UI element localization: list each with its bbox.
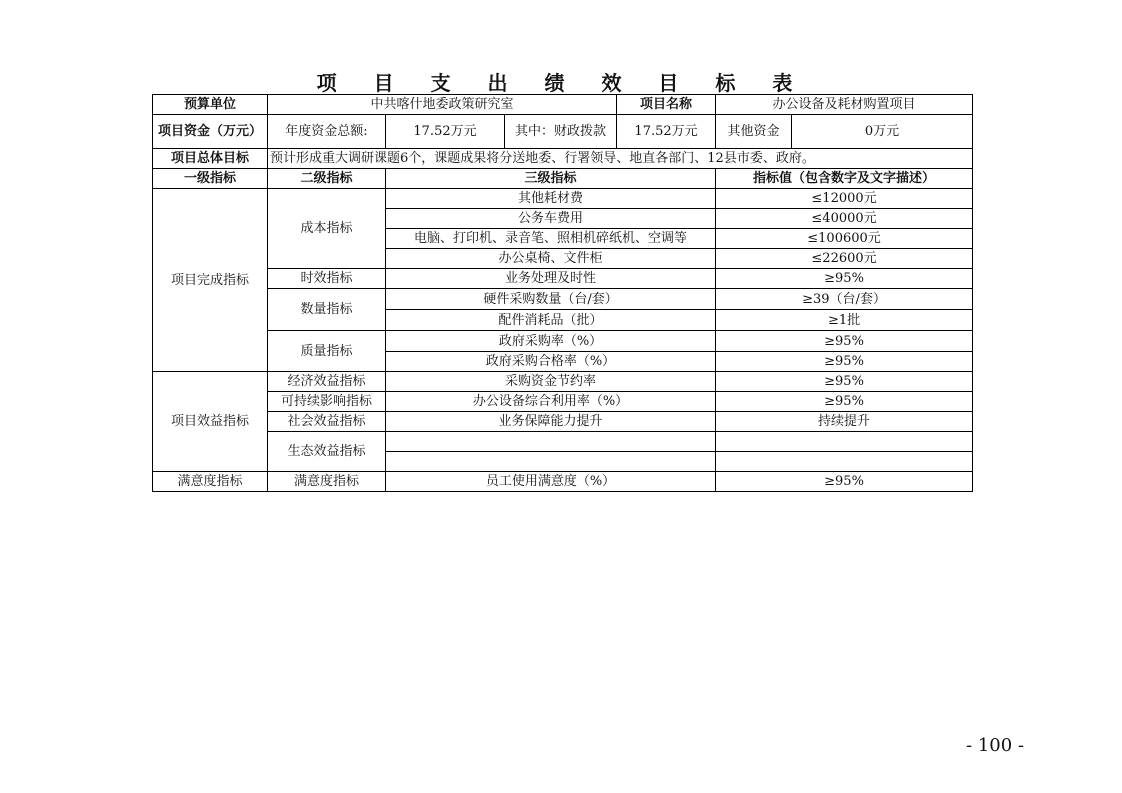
header-row-unit: [153, 95, 973, 115]
indicator-name: 业务处理及时性: [386, 269, 716, 289]
indicator-value: ≥95%: [716, 269, 973, 289]
group-completion: 项目完成指标: [153, 189, 268, 372]
indicator-value: ≤22600元: [716, 249, 973, 269]
project-name-label: 项目名称: [617, 95, 716, 115]
table-row: [153, 472, 973, 492]
indicator-name: 硬件采购数量（台/套）: [386, 289, 716, 310]
sub-cost: 成本指标: [268, 189, 386, 269]
indicator-value: ≥95%: [716, 331, 973, 352]
indicator-name: 员工使用满意度（%）: [386, 472, 716, 492]
budget-unit-label: 预算单位: [153, 95, 268, 115]
other-label: 其他资金: [716, 115, 792, 149]
col-value: 指标值（包含数字及文字描述）: [716, 169, 973, 189]
table-row: [153, 269, 973, 289]
sub-time: 时效指标: [268, 269, 386, 289]
table-row: [153, 189, 973, 209]
indicator-value: ≥39（台/套）: [716, 289, 973, 310]
sub-quality: 质量指标: [268, 331, 386, 372]
annual-total-label: 年度资金总额:: [268, 115, 386, 149]
header-row-goal: [153, 149, 973, 169]
header-row-fund: [153, 115, 973, 149]
goal-value: 预计形成重大调研课题6个，课题成果将分送地委、行署领导、地直各部门、12县市委、政府。: [268, 149, 973, 169]
page-title: 项 目 支 出 绩 效 目 标 表: [316, 71, 808, 95]
sub-eco: 生态效益指标: [268, 432, 386, 472]
indicator-value: ≥95%: [716, 472, 973, 492]
annual-total-value: 17.52万元: [386, 115, 505, 149]
table-row: [153, 372, 973, 392]
indicator-name: 业务保障能力提升: [386, 412, 716, 432]
indicator-value: [716, 432, 973, 452]
indicator-name: 办公设备综合利用率（%）: [386, 392, 716, 412]
col-level2: 二级指标: [268, 169, 386, 189]
indicator-value: [716, 452, 973, 472]
table-row: [153, 289, 973, 310]
group-satisfaction: 满意度指标: [153, 472, 268, 492]
indicator-value: ≥95%: [716, 372, 973, 392]
indicator-value: ≤100600元: [716, 229, 973, 249]
table-row: [153, 432, 973, 452]
indicator-value: ≤12000元: [716, 189, 973, 209]
sub-economic: 经济效益指标: [268, 372, 386, 392]
table-row: [153, 412, 973, 432]
indicator-name: 配件消耗品（批）: [386, 310, 716, 331]
group-benefit: 项目效益指标: [153, 372, 268, 472]
other-value: 0万元: [792, 115, 973, 149]
indicator-name: 政府采购率（%）: [386, 331, 716, 352]
sub-quantity: 数量指标: [268, 289, 386, 331]
column-header-row: [153, 169, 973, 189]
fiscal-label: 其中：财政拨款: [505, 115, 617, 149]
fiscal-value: 17.52万元: [617, 115, 716, 149]
indicator-name: 电脑、打印机、录音笔、照相机碎纸机、空调等: [386, 229, 716, 249]
budget-unit-value: 中共喀什地委政策研究室: [268, 95, 617, 115]
indicator-name: 采购资金节约率: [386, 372, 716, 392]
indicator-name: 其他耗材费: [386, 189, 716, 209]
indicator-value: ≤40000元: [716, 209, 973, 229]
indicator-name: [386, 432, 716, 452]
performance-table: [152, 94, 973, 492]
indicator-value: 持续提升: [716, 412, 973, 432]
goal-label: 项目总体目标: [153, 149, 268, 169]
indicator-value: ≥95%: [716, 352, 973, 372]
indicator-value: ≥95%: [716, 392, 973, 412]
sub-sustain: 可持续影响指标: [268, 392, 386, 412]
indicator-name: 办公桌椅、文件柜: [386, 249, 716, 269]
project-name-value: 办公设备及耗材购置项目: [716, 95, 973, 115]
col-level1: 一级指标: [153, 169, 268, 189]
col-level3: 三级指标: [386, 169, 716, 189]
page-number: - 100 -: [966, 735, 1024, 756]
indicator-name: 公务车费用: [386, 209, 716, 229]
table-row: [153, 331, 973, 352]
table-row: [153, 392, 973, 412]
fund-label: 项目资金（万元）: [153, 115, 268, 149]
sub-satisfaction: 满意度指标: [268, 472, 386, 492]
indicator-name: [386, 452, 716, 472]
indicator-name: 政府采购合格率（%）: [386, 352, 716, 372]
sub-social: 社会效益指标: [268, 412, 386, 432]
indicator-value: ≥1批: [716, 310, 973, 331]
